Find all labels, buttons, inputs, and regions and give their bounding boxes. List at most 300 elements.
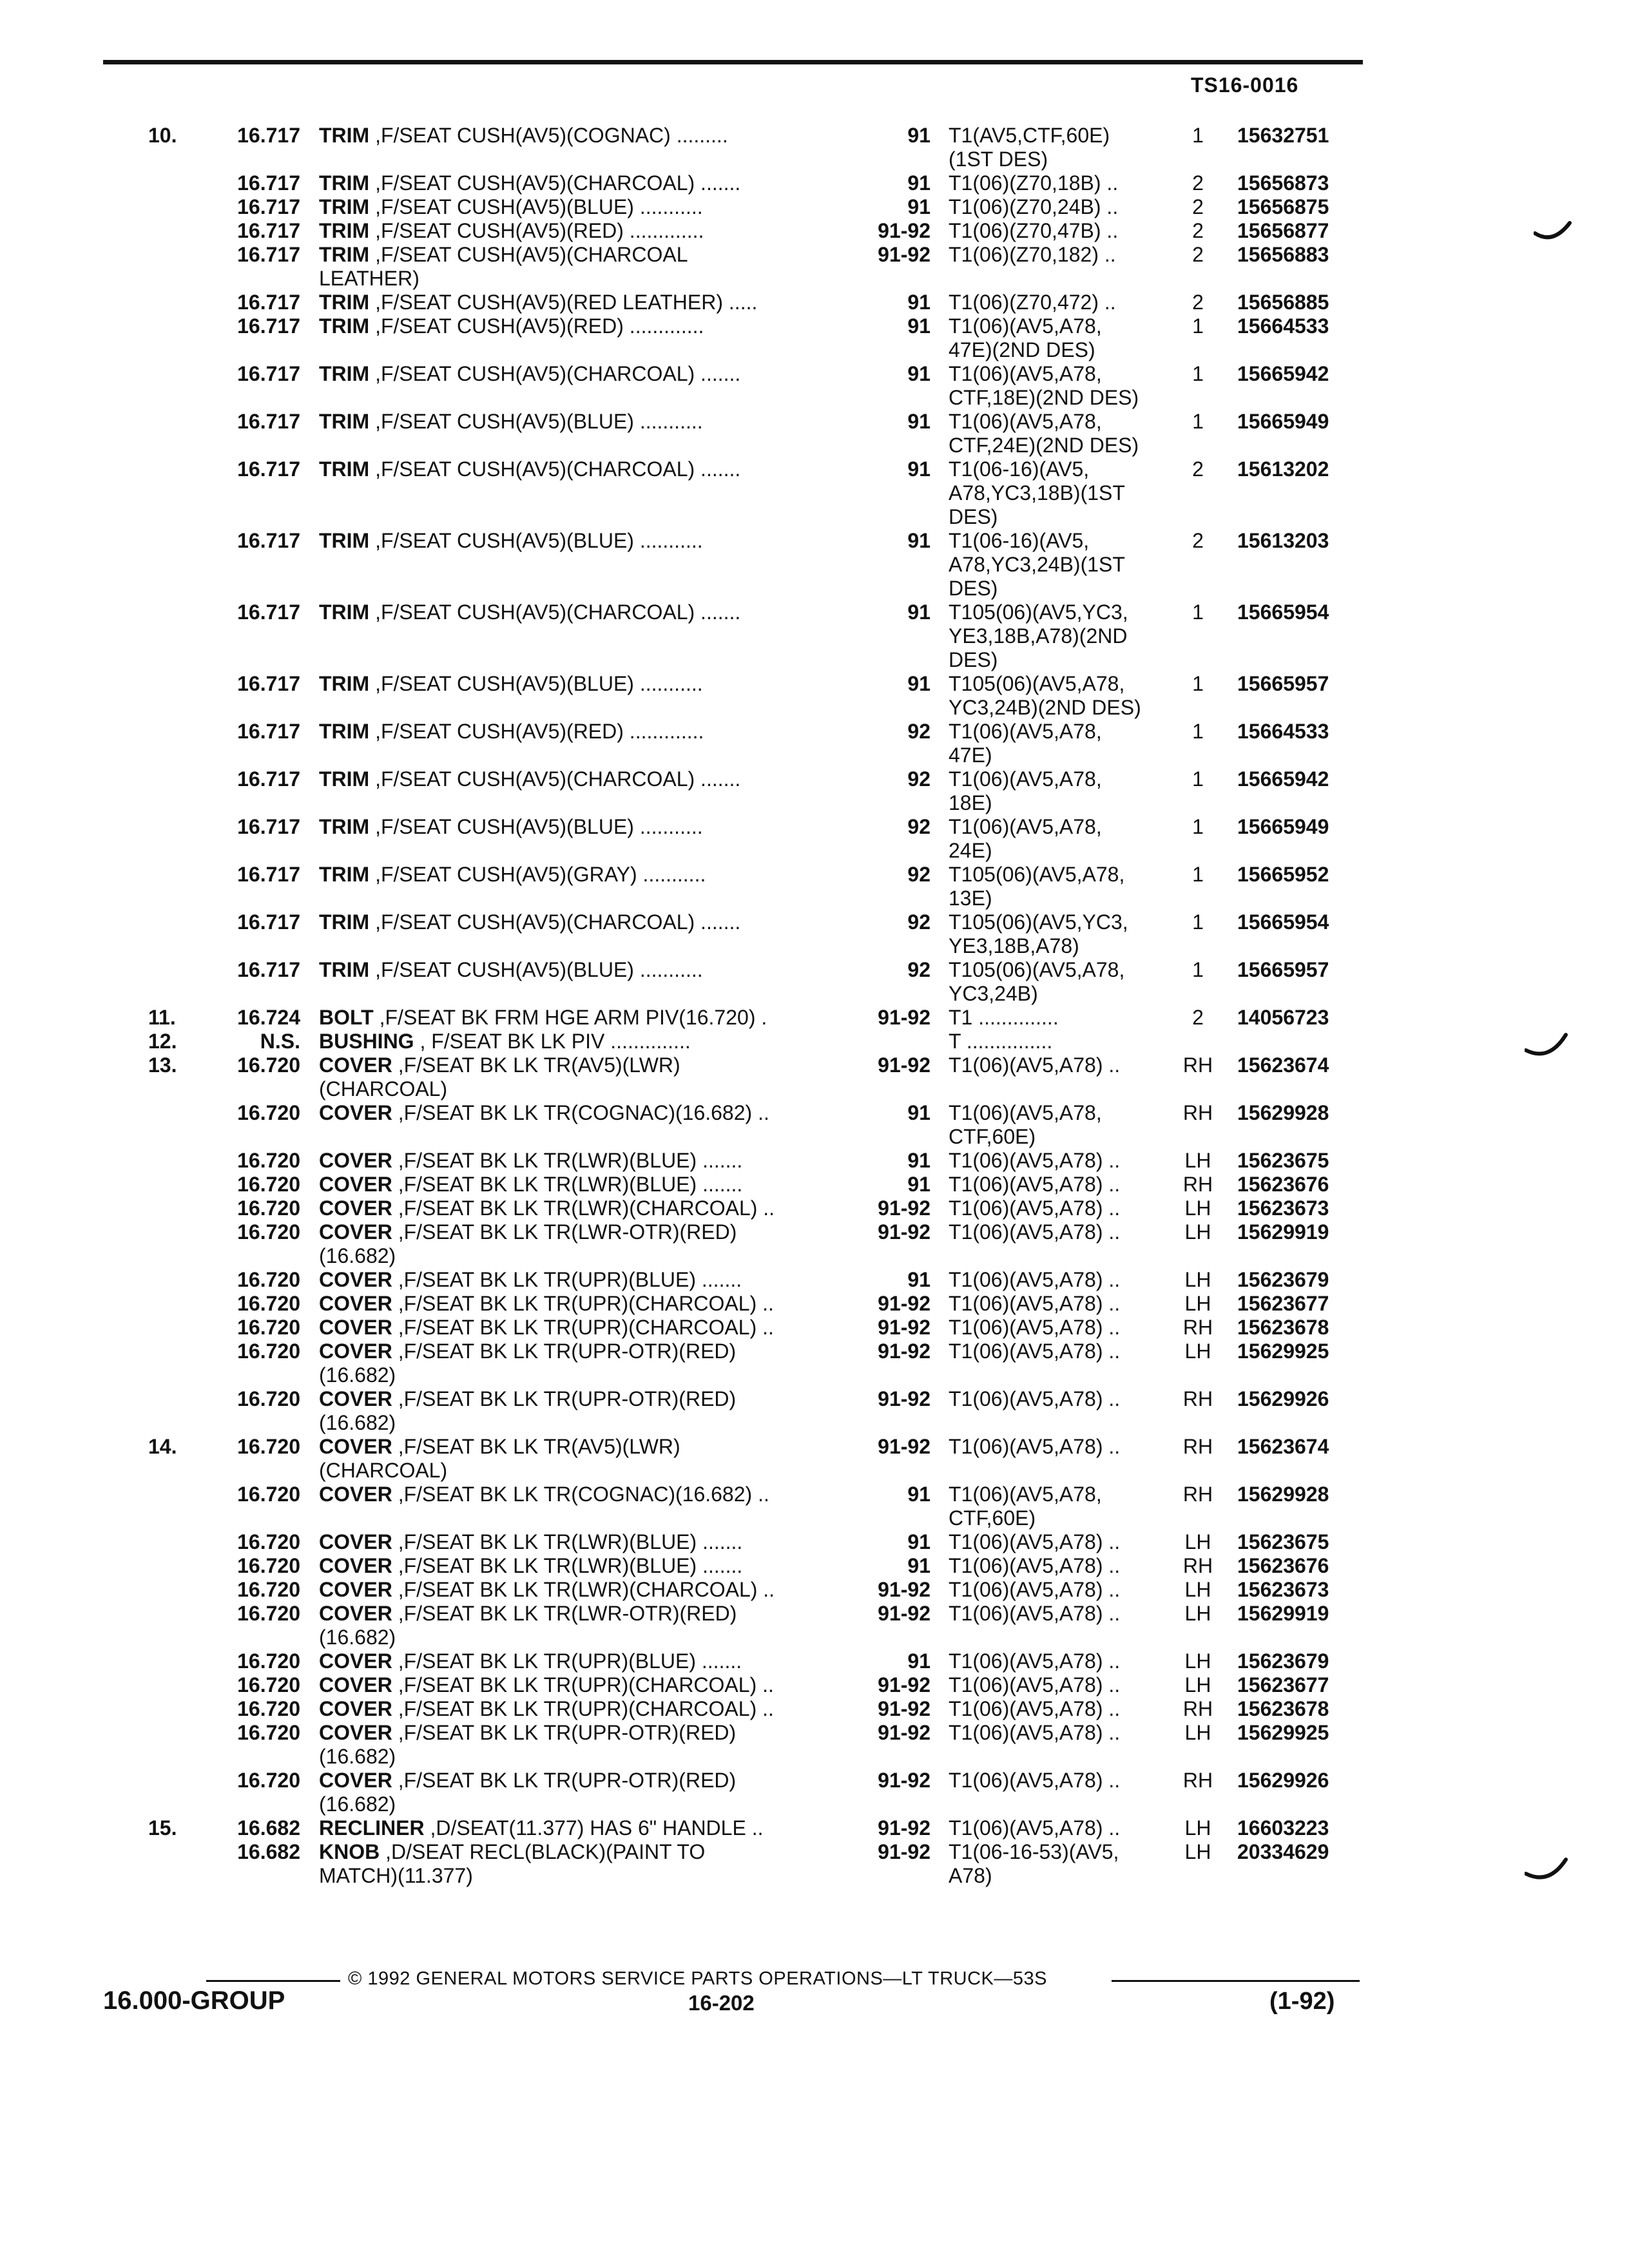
part-detail: ,F/SEAT CUSH(AV5)(BLUE) ...........	[369, 410, 703, 433]
description	[319, 1459, 447, 1483]
usage-code: T1(06)(AV5,A78) ..	[949, 1316, 1121, 1339]
part-detail: ,F/SEAT BK LK TR(LWR-OTR)(RED)	[392, 1220, 737, 1244]
table-row	[0, 1149, 1629, 1173]
part-number: 14056723	[1237, 1006, 1329, 1029]
part-name: COVER	[319, 1316, 392, 1339]
group-number: 16.720	[237, 1173, 300, 1196]
usage-code: YC3,24B)(2ND DES)	[949, 696, 1141, 719]
table-row	[0, 1316, 1629, 1340]
usage-code: T105(06)(AV5,A78,	[949, 863, 1125, 886]
table-row	[0, 887, 1629, 910]
description	[319, 124, 728, 148]
table-row	[0, 1530, 1629, 1554]
quantity: RH	[1182, 1769, 1213, 1792]
part-number: 20334629	[1237, 1840, 1329, 1863]
quantity: 1	[1192, 863, 1204, 886]
description	[319, 1030, 691, 1053]
margin-check-mark	[1525, 1031, 1570, 1070]
description	[319, 672, 703, 696]
quantity: 2	[1192, 243, 1204, 266]
usage-code: T1(06-16)(AV5,	[949, 457, 1090, 481]
part-name: TRIM	[319, 910, 370, 934]
part-number: 15656873	[1237, 171, 1329, 195]
part-detail: ,F/SEAT CUSH(AV5)(CHARCOAL) .......	[369, 362, 741, 385]
part-name: TRIM	[319, 720, 370, 743]
usage-code: T1(06)(AV5,A78) ..	[949, 1721, 1121, 1744]
quantity: LH	[1184, 1840, 1211, 1863]
model-year: 91-92	[878, 1292, 930, 1315]
usage-code: (1ST DES)	[949, 148, 1048, 171]
item-number: 15.	[148, 1816, 177, 1840]
model-year: 92	[907, 815, 930, 838]
part-detail: LEATHER)	[319, 267, 419, 290]
quantity: 1	[1192, 601, 1204, 624]
quantity: LH	[1184, 1816, 1211, 1840]
group-number: 16.717	[237, 815, 300, 838]
group-number: 16.717	[237, 410, 300, 433]
part-detail: ,F/SEAT BK LK TR(UPR-OTR)(RED)	[392, 1721, 737, 1744]
part-name: TRIM	[319, 314, 370, 338]
usage-code: T1(06)(AV5,A78) ..	[949, 1053, 1121, 1077]
part-detail: (CHARCOAL)	[319, 1077, 448, 1100]
part-number: 15623676	[1237, 1554, 1329, 1577]
parts-list	[0, 124, 1629, 1888]
model-year: 91	[907, 1530, 930, 1553]
usage-code: YE3,18B,A78)	[949, 934, 1079, 957]
part-detail: ,F/SEAT BK LK TR(AV5)(LWR)	[392, 1053, 680, 1077]
item-number: 13.	[148, 1053, 177, 1077]
part-number: 15629925	[1237, 1340, 1329, 1363]
table-row	[0, 982, 1629, 1006]
part-name: TRIM	[319, 291, 370, 314]
group-number: 16.717	[237, 767, 300, 791]
usage-code: DES)	[949, 577, 998, 600]
group-number: 16.717	[237, 529, 300, 552]
part-name: TRIM	[319, 958, 370, 981]
description	[319, 958, 703, 982]
group-number: 16.720	[237, 1149, 300, 1172]
table-row	[0, 601, 1629, 624]
group-number: 16.720	[237, 1578, 300, 1601]
part-name: COVER	[319, 1554, 392, 1577]
part-name: COVER	[319, 1173, 392, 1196]
usage-code: T ...............	[949, 1030, 1053, 1053]
model-year: 91-92	[878, 1697, 930, 1720]
revision-date: (1-92)	[1269, 1988, 1335, 2015]
model-year: 91-92	[878, 1053, 930, 1077]
table-row	[0, 624, 1629, 648]
part-detail: ,F/SEAT BK LK TR(UPR)(CHARCOAL) ..	[392, 1673, 774, 1696]
usage-code: T1(06)(AV5,A78,	[949, 815, 1102, 838]
part-number: 15665952	[1237, 863, 1329, 886]
usage-code: T1(06)(AV5,A78) ..	[949, 1602, 1121, 1625]
group-number: 16.720	[237, 1292, 300, 1315]
part-detail: ,F/SEAT CUSH(AV5)(BLUE) ...........	[369, 672, 703, 695]
table-row	[0, 1626, 1629, 1649]
usage-code: T1 ..............	[949, 1006, 1059, 1029]
description	[319, 267, 419, 291]
description	[319, 291, 757, 314]
part-detail: , F/SEAT BK LK PIV ..............	[414, 1030, 691, 1053]
description	[319, 1387, 736, 1411]
part-name: TRIM	[319, 124, 370, 147]
quantity: LH	[1184, 1268, 1211, 1291]
usage-code: T1(06-16)(AV5,	[949, 529, 1090, 552]
footer-rule-right	[1112, 1980, 1360, 1982]
table-row	[0, 1435, 1629, 1459]
group-number: 16.720	[237, 1268, 300, 1291]
model-year: 91	[907, 529, 930, 552]
part-name: TRIM	[319, 767, 370, 791]
table-row	[0, 1745, 1629, 1769]
model-year: 91	[907, 1101, 930, 1124]
part-detail: ,F/SEAT BK LK TR(LWR)(BLUE) .......	[392, 1554, 743, 1577]
table-row	[0, 1506, 1629, 1530]
group-number: 16.717	[237, 863, 300, 886]
usage-code: T1(06)(AV5,A78) ..	[949, 1769, 1121, 1792]
description	[319, 1864, 473, 1888]
description	[319, 457, 740, 481]
item-number: 10.	[148, 124, 177, 147]
table-row	[0, 1268, 1629, 1292]
description	[319, 362, 740, 386]
usage-code: T1(06)(AV5,A78) ..	[949, 1649, 1121, 1673]
table-row	[0, 1220, 1629, 1244]
part-name: TRIM	[319, 219, 370, 242]
usage-code: T1(06)(AV5,A78) ..	[949, 1554, 1121, 1577]
model-year: 91-92	[878, 1435, 930, 1458]
model-year: 91	[907, 291, 930, 314]
table-row	[0, 1125, 1629, 1149]
part-number: 15623677	[1237, 1292, 1329, 1315]
quantity: LH	[1184, 1220, 1211, 1244]
usage-code: 24E)	[949, 839, 992, 862]
table-row	[0, 1721, 1629, 1745]
table-row	[0, 1697, 1629, 1721]
part-name: COVER	[319, 1101, 392, 1124]
description	[319, 243, 688, 267]
description	[319, 1173, 742, 1196]
table-row	[0, 1196, 1629, 1220]
table-row	[0, 1292, 1629, 1316]
part-detail: ,F/SEAT BK LK TR(LWR)(CHARCOAL) ..	[392, 1196, 775, 1220]
quantity: RH	[1182, 1387, 1213, 1410]
table-row	[0, 648, 1629, 672]
part-detail: ,F/SEAT BK LK TR(LWR)(BLUE) .......	[392, 1173, 743, 1196]
group-number: 16.720	[237, 1554, 300, 1577]
part-name: TRIM	[319, 457, 370, 481]
table-row	[0, 1053, 1629, 1077]
item-number: 12.	[148, 1030, 177, 1053]
part-name: TRIM	[319, 863, 370, 886]
description	[319, 171, 740, 195]
usage-code: T1(06)(AV5,A78,	[949, 767, 1102, 791]
group-number: 16.717	[237, 672, 300, 695]
description	[319, 314, 704, 338]
usage-code: T1(06)(AV5,A78) ..	[949, 1816, 1121, 1840]
usage-code: T1(06)(Z70,18B) ..	[949, 171, 1119, 195]
description	[319, 863, 706, 887]
model-year: 92	[907, 720, 930, 743]
usage-code: T1(06)(AV5,A78) ..	[949, 1220, 1121, 1244]
quantity: RH	[1182, 1316, 1213, 1339]
table-row	[0, 1077, 1629, 1101]
group-number: 16.720	[237, 1721, 300, 1744]
part-name: COVER	[319, 1268, 392, 1291]
quantity: LH	[1184, 1673, 1211, 1696]
description	[319, 1578, 775, 1602]
table-row	[0, 1602, 1629, 1626]
description	[319, 1435, 680, 1459]
part-number: 15656885	[1237, 291, 1329, 314]
table-row	[0, 219, 1629, 243]
table-row	[0, 171, 1629, 195]
usage-code: T1(06)(AV5,A78) ..	[949, 1268, 1121, 1291]
part-name: COVER	[319, 1578, 392, 1601]
part-detail: ,F/SEAT BK LK TR(LWR)(BLUE) .......	[392, 1530, 743, 1553]
model-year: 91-92	[878, 1769, 930, 1792]
group-number: 16.720	[237, 1220, 300, 1244]
group-number: 16.682	[237, 1840, 300, 1863]
part-number: 15664533	[1237, 720, 1329, 743]
part-detail: (16.682)	[319, 1244, 396, 1267]
usage-code: T1(06)(AV5,A78,	[949, 720, 1102, 743]
model-year: 91	[907, 171, 930, 195]
description	[319, 1077, 447, 1101]
table-row	[0, 577, 1629, 601]
footer-rule-left	[206, 1980, 340, 1982]
table-row	[0, 1483, 1629, 1506]
usage-code: CTF,18E)(2ND DES)	[949, 386, 1139, 409]
group-number: N.S.	[260, 1030, 300, 1053]
model-year: 91	[907, 1483, 930, 1506]
part-name: COVER	[319, 1340, 392, 1363]
quantity: RH	[1182, 1697, 1213, 1720]
part-number: 15665954	[1237, 601, 1329, 624]
table-row	[0, 910, 1629, 934]
part-name: COVER	[319, 1602, 392, 1625]
description	[319, 529, 703, 553]
part-detail: ,F/SEAT BK LK TR(UPR)(BLUE) .......	[392, 1649, 742, 1673]
usage-code: T1(06)(Z70,472) ..	[949, 291, 1116, 314]
description	[319, 1483, 769, 1506]
model-year: 91	[907, 124, 930, 147]
part-number: 15665949	[1237, 410, 1329, 433]
quantity: 2	[1192, 291, 1204, 314]
part-detail: MATCH)(11.377)	[319, 1864, 473, 1887]
quantity: LH	[1184, 1602, 1211, 1625]
part-detail: ,F/SEAT BK LK TR(COGNAC)(16.682) ..	[392, 1101, 769, 1124]
part-number: 16603223	[1237, 1816, 1329, 1840]
usage-code: DES)	[949, 648, 998, 671]
part-detail: ,F/SEAT CUSH(AV5)(GRAY) ...........	[369, 863, 706, 886]
description	[319, 1149, 742, 1173]
table-row	[0, 744, 1629, 767]
description	[319, 1220, 737, 1244]
part-detail: ,F/SEAT BK LK TR(COGNAC)(16.682) ..	[392, 1483, 769, 1506]
table-row	[0, 291, 1629, 314]
part-number: 15656875	[1237, 195, 1329, 218]
usage-code: T1(06)(AV5,A78,	[949, 362, 1102, 385]
group-number: 16.724	[237, 1006, 300, 1029]
model-year: 91-92	[878, 1316, 930, 1339]
part-detail: ,D/SEAT RECL(BLACK)(PAINT TO	[380, 1840, 706, 1863]
description	[319, 1602, 737, 1626]
part-name: KNOB	[319, 1840, 380, 1863]
usage-code: T1(06)(AV5,A78) ..	[949, 1196, 1121, 1220]
quantity: 1	[1192, 767, 1204, 791]
description	[319, 1626, 396, 1649]
part-number: 15623677	[1237, 1673, 1329, 1696]
description	[319, 1816, 763, 1840]
model-year: 91	[907, 1649, 930, 1673]
part-detail: (16.682)	[319, 1411, 396, 1434]
top-rule	[103, 60, 1363, 64]
table-row	[0, 863, 1629, 887]
quantity: RH	[1182, 1435, 1213, 1458]
group-number: 16.720	[237, 1769, 300, 1792]
description	[319, 1530, 742, 1554]
margin-check-mark	[1534, 219, 1572, 251]
quantity: 1	[1192, 720, 1204, 743]
model-year: 92	[907, 767, 930, 791]
part-name: COVER	[319, 1435, 392, 1458]
part-name: TRIM	[319, 529, 370, 552]
usage-code: T1(06)(AV5,A78) ..	[949, 1697, 1121, 1720]
usage-code: T1(06-16-53)(AV5,	[949, 1840, 1119, 1863]
group-number: 16.720	[237, 1196, 300, 1220]
part-detail: ,F/SEAT CUSH(AV5)(CHARCOAL) .......	[369, 171, 741, 195]
group-number: 16.717	[237, 362, 300, 385]
table-row	[0, 529, 1629, 553]
description	[319, 1649, 742, 1673]
model-year: 91-92	[878, 1340, 930, 1363]
description	[319, 720, 704, 744]
model-year: 91	[907, 195, 930, 218]
group-number: 16.720	[237, 1673, 300, 1696]
part-detail: ,F/SEAT CUSH(AV5)(RED) .............	[369, 720, 704, 743]
part-name: TRIM	[319, 243, 370, 266]
part-detail: ,F/SEAT BK LK TR(AV5)(LWR)	[392, 1435, 680, 1458]
model-year: 91-92	[878, 1816, 930, 1840]
model-year: 91-92	[878, 1721, 930, 1744]
model-year: 91	[907, 1268, 930, 1291]
usage-code: 18E)	[949, 791, 992, 814]
part-name: COVER	[319, 1220, 392, 1244]
usage-code: T1(06)(AV5,A78,	[949, 1483, 1102, 1506]
model-year: 91	[907, 672, 930, 695]
part-detail: ,F/SEAT BK LK TR(UPR-OTR)(RED)	[392, 1769, 737, 1792]
quantity: RH	[1182, 1101, 1213, 1124]
table-row	[0, 1340, 1629, 1363]
usage-code: T1(06)(AV5,A78) ..	[949, 1578, 1121, 1601]
usage-code: T1(06)(AV5,A78) ..	[949, 1387, 1121, 1410]
table-row	[0, 124, 1629, 148]
part-detail: (16.682)	[319, 1792, 396, 1816]
description	[319, 601, 740, 624]
group-number: 16.717	[237, 314, 300, 338]
quantity: RH	[1182, 1173, 1213, 1196]
part-number: 15629925	[1237, 1721, 1329, 1744]
usage-code: T1(AV5,CTF,60E)	[949, 124, 1110, 147]
table-row	[0, 434, 1629, 457]
description	[319, 1053, 680, 1077]
model-year: 91-92	[878, 1578, 930, 1601]
quantity: LH	[1184, 1149, 1211, 1172]
quantity: 1	[1192, 958, 1204, 981]
part-name: COVER	[319, 1292, 392, 1315]
usage-code: T105(06)(AV5,YC3,	[949, 601, 1128, 624]
table-row	[0, 696, 1629, 720]
table-row	[0, 1459, 1629, 1483]
part-detail: ,F/SEAT BK LK TR(UPR)(CHARCOAL) ..	[392, 1292, 774, 1315]
quantity: LH	[1184, 1340, 1211, 1363]
quantity: 2	[1192, 219, 1204, 242]
table-row	[0, 1864, 1629, 1888]
description	[319, 1316, 774, 1340]
part-detail: (CHARCOAL)	[319, 1459, 448, 1482]
quantity: 1	[1192, 124, 1204, 147]
group-number: 16.720	[237, 1340, 300, 1363]
description	[319, 815, 703, 839]
usage-code: CTF,60E)	[949, 1125, 1036, 1148]
quantity: RH	[1182, 1053, 1213, 1077]
usage-code: CTF,24E)(2ND DES)	[949, 434, 1139, 457]
quantity: 1	[1192, 910, 1204, 934]
part-name: COVER	[319, 1483, 392, 1506]
quantity: 1	[1192, 410, 1204, 433]
group-number: 16.720	[237, 1316, 300, 1339]
usage-code: T1(06)(AV5,A78) ..	[949, 1292, 1121, 1315]
usage-code: T1(06)(AV5,A78,	[949, 410, 1102, 433]
quantity: LH	[1184, 1196, 1211, 1220]
part-number: 15656883	[1237, 243, 1329, 266]
part-detail: (16.682)	[319, 1626, 396, 1649]
usage-code: 47E)(2ND DES)	[949, 338, 1095, 361]
model-year: 91-92	[878, 1196, 930, 1220]
part-number: 15623674	[1237, 1053, 1329, 1077]
quantity: RH	[1182, 1483, 1213, 1506]
group-number: 16.720	[237, 1387, 300, 1410]
table-row	[0, 839, 1629, 863]
page-number: 16-202	[688, 1991, 755, 2015]
part-number: 15656877	[1237, 219, 1329, 242]
part-detail: ,F/SEAT BK LK TR(UPR-OTR)(RED)	[392, 1387, 737, 1410]
part-name: TRIM	[319, 410, 370, 433]
part-number: 15665949	[1237, 815, 1329, 838]
part-name: COVER	[319, 1673, 392, 1696]
group-number: 16.720	[237, 1053, 300, 1077]
part-detail: (16.682)	[319, 1363, 396, 1387]
part-name: TRIM	[319, 171, 370, 195]
description	[319, 910, 740, 934]
part-detail: ,F/SEAT BK LK TR(UPR)(CHARCOAL) ..	[392, 1697, 774, 1720]
quantity: LH	[1184, 1721, 1211, 1744]
description	[319, 410, 703, 434]
part-number: 15613203	[1237, 529, 1329, 552]
margin-check-mark	[1525, 1856, 1570, 1894]
group-number: 16.717	[237, 171, 300, 195]
usage-code: T105(06)(AV5,YC3,	[949, 910, 1128, 934]
description	[319, 1006, 767, 1030]
part-number: 15623673	[1237, 1196, 1329, 1220]
usage-code: 13E)	[949, 887, 992, 910]
table-row	[0, 1101, 1629, 1125]
group-number: 16.720	[237, 1697, 300, 1720]
description	[319, 767, 740, 791]
part-number: 15623679	[1237, 1649, 1329, 1673]
part-number: 15665942	[1237, 767, 1329, 791]
